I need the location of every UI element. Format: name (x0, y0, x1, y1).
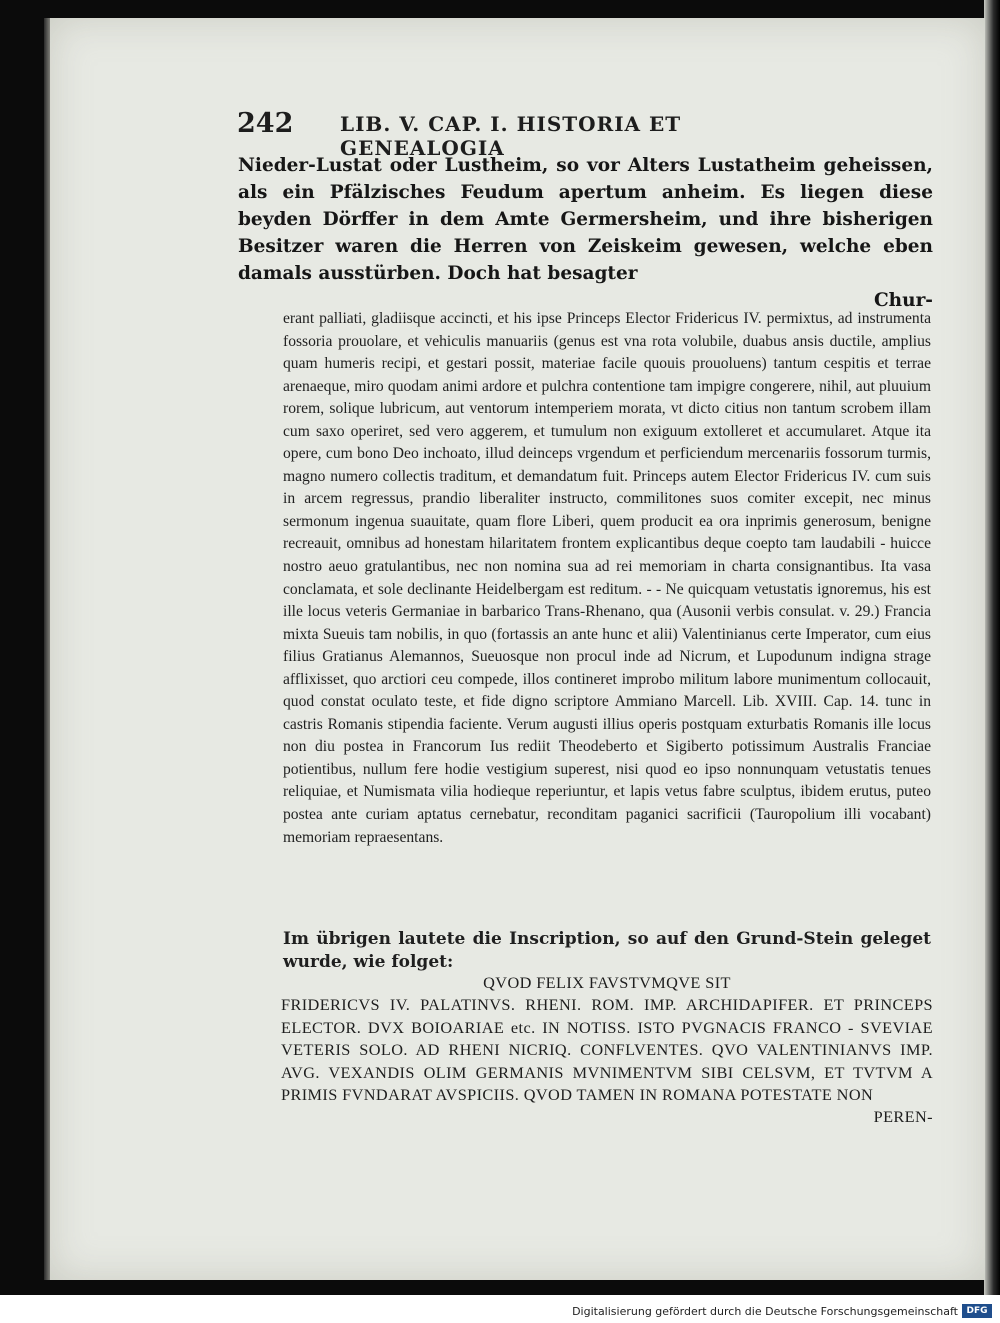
running-head: LIB. V. CAP. I. HISTORIA ET GENEALOGIA (340, 112, 682, 160)
inscription-text: FRIDERICVS IV. PALATINVS. RHENI. ROM. IMP. ARCHIDAPIFER. ET PRINCEPS ELECTOR. DVX BOIOARIAE etc. IN NOTISS. ISTO PVGNACIS FRANCO - SVEVIAE VETERIS SOLO. AD RHENI NICRIQ. CONFLVENTES. QVO VALENTINIANVS IMP. AVG. VEXANDIS OLIM GERMANIS MVNIMENTVM SIBI CELSVM, ET TVTVM A PRIMIS FVNDARAT AVSPICIIS. QVOD TAMEN IN ROMANA POTESTATE NON (281, 995, 933, 1105)
page-header (237, 108, 837, 160)
inscription-title: QVOD FELIX FAVSTVMQVE SIT (483, 973, 731, 992)
footer-bar (0, 1303, 1000, 1323)
fraktur-paragraph (238, 152, 933, 314)
footnote-text: erant palliati, gladiisque accincti, et his ipse Princeps Elector Fridericus IV. permixtus, ad instrumenta fossoria prouolare, et vehiculis manuariis (genus est vna rota volubile, duabus ansis ductile, amplius quam humeris recipi, et gestari possit, materiae facile quouis prouoluens) tantum cespitis et terrae arenaeque, miro quodam animi ardore et pulchra contentione tam impigre congerere, nihil, aut pluuium rorem, solique lubricum, aut ventorum intemperiem morata, vt dicto citius non tantum scrobem illam cum saxo operiret, sed vero aggerem, et tumulum non exiguum extolleret et accumularet. Atque ita opere, cum bono Deo inchoato, illud deinceps vrgendum et perficiendum mercenariis fossorum turmis, magno numero collectis traditum, et demandatum fuit. Princeps autem Elector Fridericus IV. cum suis in arcem regressus, prandio liberaliter instructo, commilitones suos comiter excepit, nec minus sermonum ingenua suauitate, quam flore Liberi, quem producit ea ora inprimis generosum, benigne recreauit, omnibus ad honestam hilaritatem frontem explicantibus deque coepto tam laudabili - huicce nostro aeuo gratulantibus, nec non nomina sua ad rei memoriam in charta consignantibus. Ita vasa conclamata, et sole declinante Heidelbergam est reditum. - - Ne quicquam vetustatis ignoremus, his est ille locus veteris Germaniae in barbarico Trans-Rhenano, qua (Ausonii verbis consulat. v. 29.) Francia mixta Sueuis tam nobilis, in quo (fortassis an ante hunc et alii) Valentinianus certe Imperator, cum eius filius Gratianus Alemannos, Sueuosque non procul inde ad Nicrum, et Lupodunum indigna strage afflixisset, quo arctiori ceu compede, illos contineret improbo militum labore munimentum collocauit, quod constat oculato teste, et fide digno scriptore Ammiano Marcell. Lib. XVIII. Cap. 14. tunc in castris Romanis stipendia faciente. Verum augusti illius operis postquam exturbatis Romanis ille locus non diu postea in Francorum Ius rediit Theodeberto et Sigiberto potissimum Australis Franciae potientibus, nullum fere hodie vestigium superest, nisi quod eo ipso nonnunquam vetustatis tenues reliquiae, et Numismata vilia hodieque reperiuntur, et lapis vetus fabre sculptus, ibidem erutus, puteo postea ante curiam aptatus cernebatur, reconditam paganici sacrificii (Tauropolium illi vocabant) memoriam repraesentans. (283, 310, 931, 846)
page-right-edge (984, 0, 1000, 1295)
fraktur-text: Nieder-Lustat oder Lustheim, so vor Alters Lustatheim geheissen, als ein Pfälzisches Feudum apertum anheim. Es liegen diese beyden Dörffer in dem Amte Germersheim, und ihre bisherigen Besitzer waren die Herren von Zeiskeim gewesen, welche eben damals ausstürben. Doch hat besagter (238, 155, 933, 284)
continuation-fraktur-text: Im übrigen lautete die Inscription, so auf den Grund-Stein geleget wurde, wie folget: (283, 929, 931, 972)
footnote-block (283, 308, 931, 849)
funding-credit: Digitalisierung gefördert durch die Deutsche Forschungsgemeinschaft (572, 1305, 958, 1318)
footnote-continuation (283, 928, 931, 974)
fraktur-catchword: Chur- (873, 290, 933, 311)
inscription-catchword: PEREN- (873, 1107, 933, 1127)
inscription-block (281, 972, 933, 1129)
dfg-logo: DFG (962, 1304, 992, 1318)
page-number: 242 (237, 108, 294, 139)
